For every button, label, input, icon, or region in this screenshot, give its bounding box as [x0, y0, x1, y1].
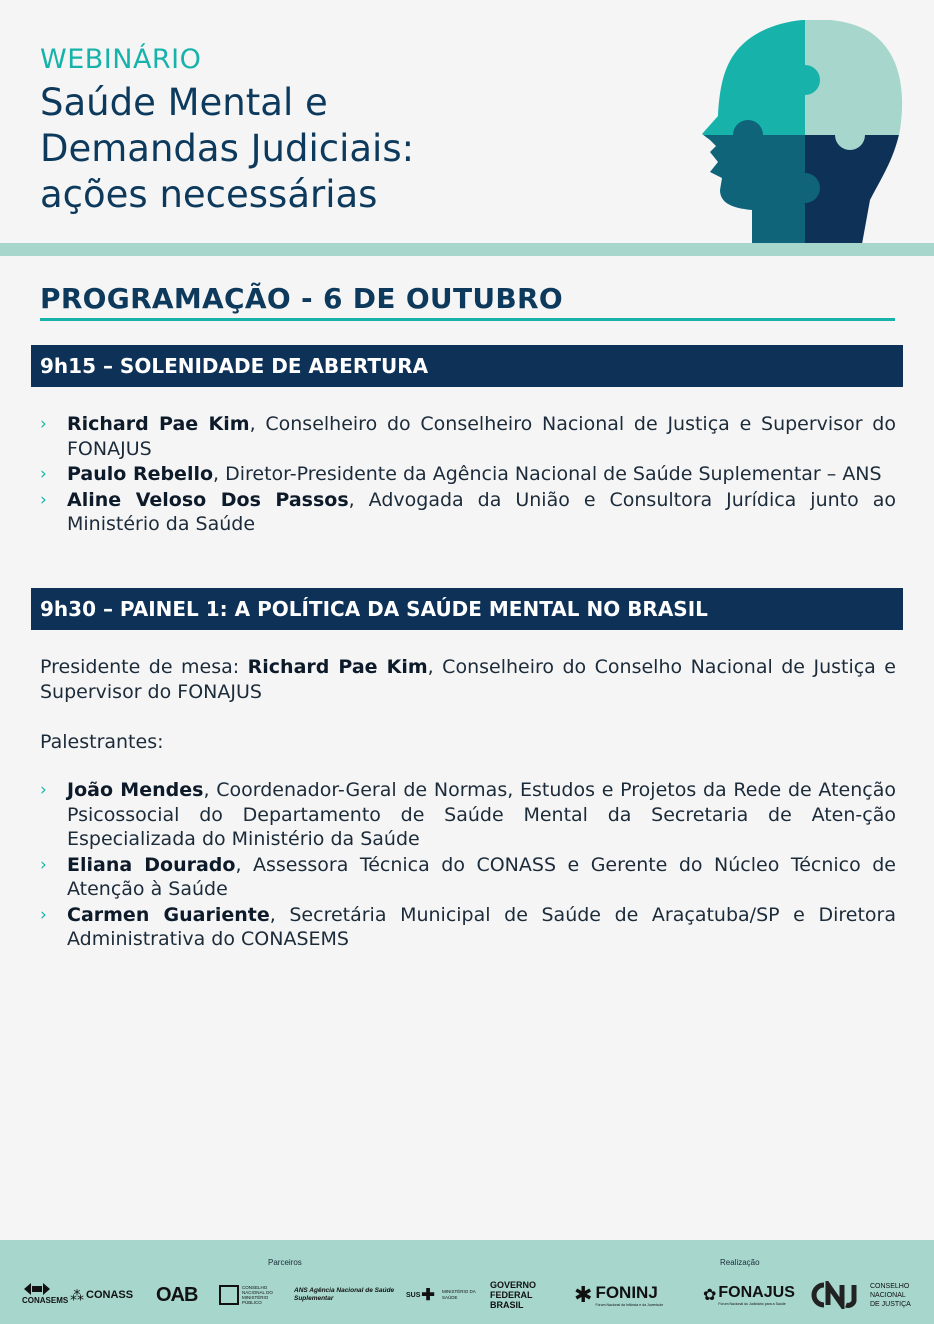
- foninj-logo: [574, 1282, 663, 1308]
- chevron-right-icon: ›: [40, 854, 47, 875]
- speaker-name: Aline Veloso Dos Passos: [67, 488, 349, 511]
- title-line-1: Saúde Mental e: [40, 81, 328, 124]
- ministerio-text: MINISTÉRIO DA SAÚDE: [442, 1289, 476, 1300]
- speaker-desc: , Assessora Técnica do CONASS e Gerente do Núcleo Técnico de Atenção à Saúde: [67, 853, 897, 900]
- panel-president: [40, 655, 896, 704]
- ans-text: ANS Agência Nacional de Saúde Suplementar: [294, 1287, 395, 1302]
- fonajus-text: FONAJUS: [718, 1284, 795, 1301]
- event-type: WEBINÁRIO: [40, 44, 202, 75]
- speaker-name: Eliana Dourado: [67, 853, 236, 876]
- plus-icon: ✚: [421, 1287, 435, 1304]
- president-label: Presidente de mesa:: [40, 656, 248, 678]
- puzzle-head-icon: [690, 20, 910, 244]
- opening-speaker-list: [40, 412, 896, 538]
- speaker-desc: , Diretor-Presidente da Agência Nacional de Saúde Suplementar – ANS: [213, 463, 882, 485]
- speaker-name: Richard Pae Kim: [67, 413, 250, 435]
- chevron-right-icon: ›: [40, 489, 47, 510]
- conass-text: CONASS: [86, 1289, 134, 1301]
- chevron-right-icon: ›: [40, 780, 47, 800]
- president-name: Richard Pae Kim: [247, 656, 428, 678]
- sus-logo: [406, 1282, 435, 1308]
- conasems-icon: [22, 1282, 52, 1296]
- speaker-desc: , Secretária Municipal de Saúde de Araçatuba/SP e Diretora Administrativa do CONASEMS: [67, 903, 896, 950]
- cnj-text: CONSELHO NACIONAL DE JUSTIÇA: [870, 1282, 911, 1308]
- oab-text: OAB: [156, 1283, 198, 1306]
- program-title: PROGRAMAÇÃO - 6 DE OUTUBRO: [40, 282, 563, 315]
- program-title-underline: [40, 318, 895, 321]
- speaker-name: Paulo Rebello: [67, 463, 214, 485]
- speaker-name: Carmen Guariente: [67, 903, 270, 926]
- brasil-logo: [490, 1282, 550, 1308]
- partners-label: Parceiros: [268, 1258, 302, 1267]
- chevron-right-icon: ›: [40, 904, 47, 925]
- cnmp-text: CONSELHO NACIONAL DO MINISTÉRIO PÚBLICO: [242, 1285, 273, 1305]
- fonajus-sub: Fórum Nacional do Judiciário para a Saúde: [718, 1302, 786, 1306]
- title-line-3: ações necessárias: [40, 173, 378, 216]
- list-item: [40, 462, 896, 487]
- brasil-text: GOVERNO FEDERAL BRASIL: [490, 1280, 537, 1310]
- conasems-logo: [22, 1282, 68, 1308]
- cnmp-logo: [219, 1282, 286, 1308]
- speakers-label: Palestrantes:: [40, 731, 164, 753]
- list-item: [40, 412, 896, 461]
- conasems-text: CONASEMS: [22, 1296, 69, 1305]
- foninj-text: FONINJ: [595, 1283, 658, 1302]
- ans-logo: [294, 1282, 402, 1308]
- section-heading-opening: 9h15 – SOLENIDADE DE ABERTURA: [31, 345, 903, 387]
- dots-icon: ⁂: [70, 1286, 84, 1303]
- cnj-icon: [808, 1281, 868, 1309]
- panel-speaker-list: [40, 778, 896, 953]
- foninj-sub: Fórum Nacional da Infância e da Juventude: [595, 1303, 664, 1307]
- list-item: [40, 488, 896, 537]
- event-title: [40, 80, 414, 218]
- ministerio-logo: [442, 1282, 484, 1308]
- realization-label: Realização: [720, 1258, 760, 1267]
- header: [0, 0, 934, 244]
- chevron-right-icon: ›: [40, 414, 47, 434]
- section-heading-panel-1: 9h30 – PAINEL 1: A POLÍTICA DA SAÚDE MENTAL NO BRASIL: [31, 588, 903, 630]
- flower-icon: ✿: [703, 1287, 717, 1304]
- cnj-logo: [808, 1282, 914, 1308]
- people-icon: ✱: [574, 1282, 593, 1307]
- speaker-desc: , Coordenador-Geral de Normas, Estudos e Projetos da Rede de Atenção Psicossocial do Departamento de Saúde Mental da Secretaria de Aten-ção Especializada do Ministério da Saúde: [67, 779, 896, 850]
- list-item: [40, 903, 896, 952]
- speaker-desc: , Conselheiro do Conselheiro Nacional de Justiça e Supervisor do FONAJUS: [67, 413, 896, 460]
- conass-logo: [70, 1282, 133, 1308]
- president-desc: , Conselheiro do Conselho Nacional de Justiça e Supervisor do FONAJUS: [40, 656, 896, 703]
- cnmp-icon: [219, 1285, 239, 1305]
- oab-logo: [156, 1282, 197, 1308]
- header-divider: [0, 243, 934, 256]
- list-item: [40, 853, 896, 902]
- chevron-right-icon: ›: [40, 464, 47, 484]
- footer-logos: [0, 1240, 934, 1324]
- sus-text: SUS: [406, 1291, 421, 1299]
- title-line-2: Demandas Judiciais:: [40, 127, 415, 170]
- speaker-desc: , Advogada da União e Consultora Jurídica junto ao Ministério da Saúde: [67, 488, 896, 535]
- fonajus-logo: [703, 1282, 795, 1308]
- speaker-name: João Mendes: [67, 779, 204, 801]
- list-item: [40, 778, 896, 852]
